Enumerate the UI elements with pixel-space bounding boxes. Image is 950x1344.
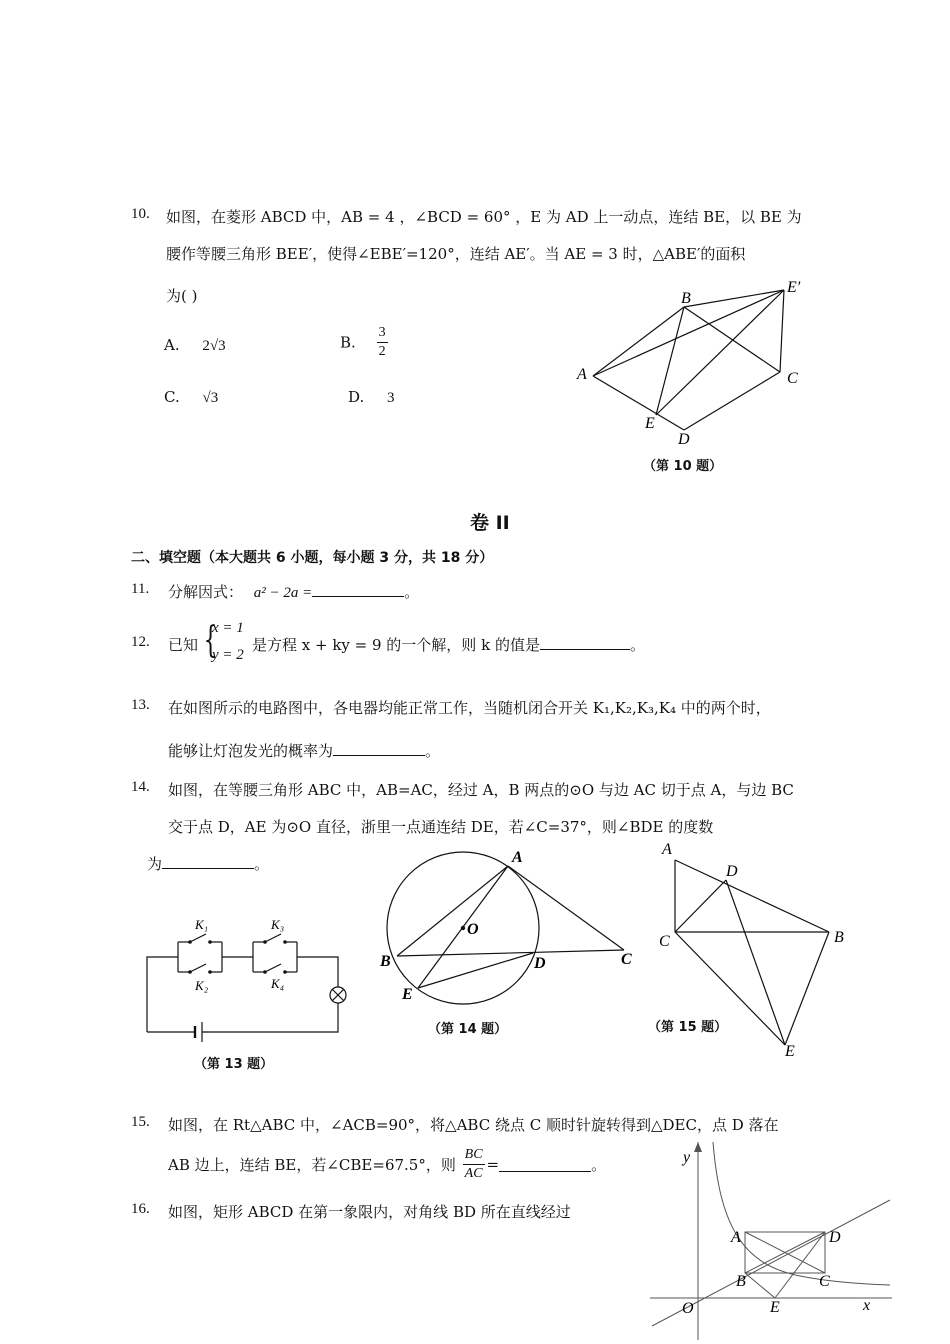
q14-line2: 交于点 D，AE 为⊙O 直径，浙里一点通连结 DE，若∠C=37°，则∠BDE 的度数 (168, 818, 714, 836)
q15-end: 。 (591, 1156, 607, 1174)
q11-end: 。 (404, 583, 420, 601)
option-label: B. (340, 333, 356, 352)
fig14-label-e: E (402, 986, 413, 1003)
q14-number: 14. (131, 779, 150, 795)
fig14-label-d: D (534, 955, 546, 972)
q13-text: 能够让灯泡发光的概率为 (168, 742, 334, 760)
fig10-label-e: E (645, 415, 655, 432)
q16-number: 16. (131, 1201, 150, 1217)
q12-prefix: 已知 (168, 636, 199, 654)
option-label: A. (164, 336, 180, 354)
fig13-label-k1: K₁ (195, 917, 209, 932)
fig13-label-k3: K₃ (271, 917, 285, 932)
fig16-label-e: E (770, 1299, 780, 1316)
q10-number: 10. (131, 206, 150, 222)
fig10-label-c: C (787, 370, 798, 387)
q12-middle: 是方程 x + ky = 9 的一个解，则 k 的值是 (252, 636, 540, 654)
fig15-label-d: D (726, 863, 738, 880)
q12-system-eq2: y = 2 (212, 647, 244, 663)
fig14-label-c: C (621, 951, 632, 968)
fig14-label-o: O (467, 921, 479, 938)
fig16-label-o: O (682, 1300, 694, 1317)
q15-text: AB 边上，连结 BE，若∠CBE=67.5°，则 (168, 1156, 456, 1174)
q15-equals: = (486, 1155, 500, 1174)
fraction-numerator: BC (463, 1146, 485, 1165)
fig14-label-a: A (512, 849, 523, 866)
fig10-label-d: D (678, 431, 690, 448)
fig15-label-a: A (662, 841, 672, 858)
q10-line2: 腰作等腰三角形 BEE′，使得∠EBE′=120°，连结 AE′。当 AE = 3 时，△ABE′的面积 (166, 245, 746, 263)
q15-caption: （第 15 题） (648, 1020, 728, 1035)
fig13-label-k2: K₂ (195, 978, 209, 993)
q14-line1: 如图，在等腰三角形 ABC 中，AB=AC，经过 A，B 两点的⊙O 与边 AC 切于点 A，与边 BC (168, 781, 794, 799)
q13-number: 13. (131, 697, 150, 713)
fig16-label-b: B (736, 1273, 746, 1290)
fig15-label-b: B (834, 929, 844, 946)
q11-number: 11. (131, 581, 150, 597)
fig16-label-a: A (731, 1229, 741, 1246)
fraction-denominator: 2 (378, 344, 386, 359)
fraction-numerator: 3 (377, 324, 388, 343)
q14-text: 为 (147, 855, 163, 873)
q14-end: 。 (254, 855, 270, 873)
q15-line1: 如图，在 Rt△ABC 中，∠ACB=90°，将△ABC 绕点 C 顺时针旋转得到△DEC，点 D 落在 (168, 1116, 779, 1134)
q12-number: 12. (131, 634, 150, 650)
fig14-label-b: B (380, 953, 391, 970)
fig16-label-d: D (829, 1229, 841, 1246)
section-heading: 二、填空题（本大题共 6 小题，每小题 3 分，共 18 分） (131, 550, 494, 566)
q15-number: 15. (131, 1114, 150, 1130)
q11-text: 分解因式： (168, 583, 244, 601)
q13-line1: 在如图所示的电路图中，各电器均能正常工作，当随机闭合开关 K₁,K₂,K₃,K₄ 中的两个时， (168, 699, 771, 717)
q16-line1: 如图，矩形 ABCD 在第一象限内，对角线 BD 所在直线经过 (168, 1203, 571, 1221)
fig10-label-a: A (577, 366, 587, 383)
fig10-label-eprime: E′ (787, 279, 801, 296)
fig10-label-b: B (681, 290, 691, 307)
q13-caption: （第 13 题） (194, 1057, 274, 1072)
option-label: C. (164, 388, 180, 406)
q10-line3: 为( ) (166, 287, 198, 305)
q10-caption: （第 10 题） (643, 459, 723, 474)
option-label: D. (348, 388, 365, 406)
fig15-label-c: C (659, 933, 670, 950)
section-title: 卷 II (470, 512, 510, 534)
q12-brace: { (203, 620, 218, 661)
fraction-denominator: AC (464, 1166, 483, 1181)
q12-system-eq1: x = 1 (212, 620, 244, 636)
fig13-label-k4: K₄ (271, 976, 285, 991)
fig16-label-x: x (863, 1297, 871, 1314)
q12-end: 。 (629, 636, 645, 654)
q10-line1: 如图，在菱形 ABCD 中，AB = 4 ，∠BCD = 60° ，E 为 AD 上一动点，连结 BE，以 BE 为 (166, 208, 802, 226)
fig16-label-c: C (819, 1273, 830, 1290)
q14-caption: （第 14 题） (428, 1022, 508, 1037)
fig15-label-e: E (785, 1043, 795, 1060)
fig16-label-y: y (683, 1149, 691, 1166)
q11-expression: a² − 2a = (253, 585, 313, 601)
option-value: 2√3 (202, 338, 226, 354)
option-value: √3 (202, 390, 219, 406)
q13-end: 。 (425, 742, 441, 760)
option-value: 3 (387, 390, 395, 406)
